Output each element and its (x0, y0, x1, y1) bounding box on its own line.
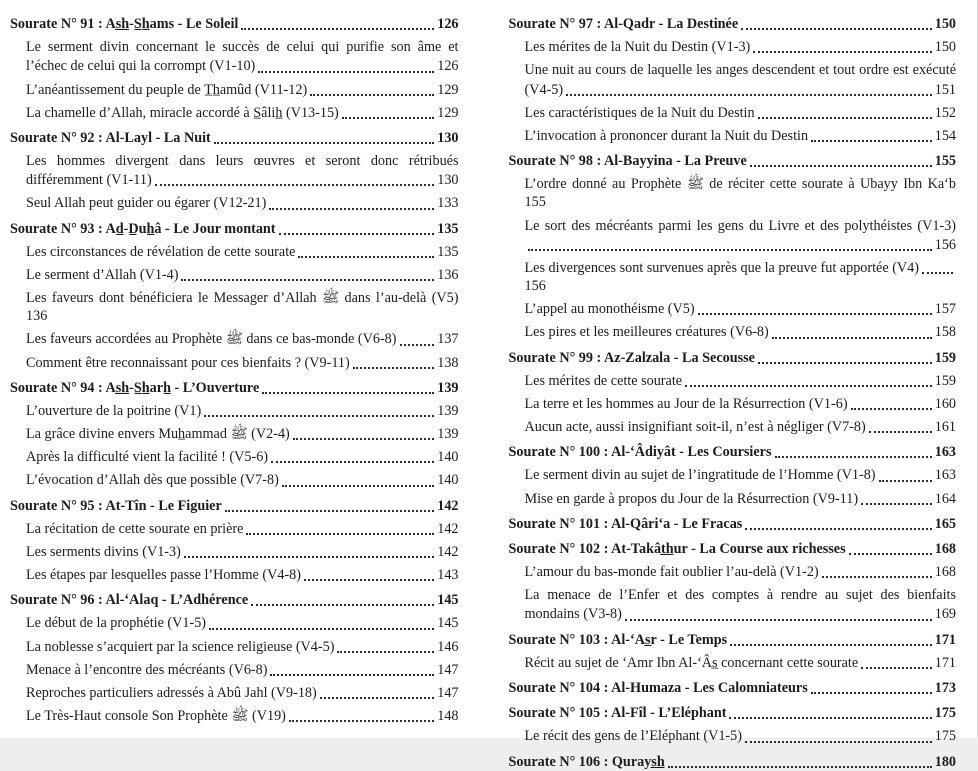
page-number: 157 (934, 301, 956, 318)
toc-entry-text: Menace à l’encontre des mécréants (V6-8) (26, 661, 268, 678)
toc-entry (26, 614, 459, 632)
dot-leader (400, 344, 435, 346)
toc-entry-text: Reproches particuliers adressés à Abû Jahl (V9-18) (26, 684, 317, 701)
toc-entry (26, 425, 459, 443)
page-number: 163 (934, 467, 956, 484)
toc-entry-text: l’échec de celui qui la corrompt (V1-10) (26, 58, 256, 75)
dot-leader (811, 140, 932, 142)
page-number: 136 (437, 266, 459, 283)
toc-entry-text: Les faveurs dont bénéficiera le Messager d’Allah ﷺ dans l’au-delà (V5) (26, 290, 459, 307)
toc-entry-text: mondains (V3-8) (524, 606, 622, 623)
page-number: 161 (934, 419, 956, 436)
page-number: 169 (934, 606, 956, 623)
toc-entry-text: L’anéantissement du peuple de T̲h̲amûd (V11-12) (26, 81, 308, 98)
dot-leader (861, 503, 932, 505)
page-number: 156 (524, 278, 546, 295)
dot-leader (289, 720, 434, 722)
toc-entry-text: Les caractéristiques de la Nuit du Destin (524, 104, 755, 121)
dot-leader (861, 667, 932, 669)
toc-entry (26, 707, 459, 725)
sourate-heading (509, 631, 957, 649)
dot-leader (922, 272, 953, 274)
sourate-title: Sourate N° 106 : Qurays̲h̲ (508, 753, 665, 770)
toc-entry-text: Aucun acte, aussi insignifiant soit-il, n’est à négliger (V7-8) (524, 419, 866, 436)
page-number: 140 (437, 472, 459, 489)
page-number: 150 (934, 39, 956, 56)
dot-leader (625, 619, 932, 621)
page-number: 156 (934, 236, 956, 253)
page-number: 175 (934, 728, 956, 745)
page-number: 130 (437, 172, 459, 189)
page-number: 133 (437, 195, 459, 212)
dot-leader (758, 117, 932, 119)
toc-entry-text: Les pires et les meilleures créatures (V6-8) (524, 324, 769, 341)
toc-entry (525, 236, 957, 254)
sourate-title: Sourate N° 98 : Al-Bayyina - La Preuve (508, 153, 747, 170)
dot-leader (729, 717, 931, 719)
page-number: 168 (934, 564, 956, 581)
toc-entry (525, 490, 957, 508)
page-number: 135 (437, 220, 459, 237)
toc-entry (525, 300, 957, 318)
toc-entry (525, 605, 957, 623)
dot-leader (772, 337, 932, 339)
toc-entry (525, 372, 957, 390)
dot-leader (342, 117, 434, 119)
toc-entry (525, 563, 957, 581)
dot-leader (822, 576, 932, 578)
toc-entry-text: L’appel au monothéisme (V5) (524, 301, 695, 318)
dot-leader (879, 480, 932, 482)
dot-leader (246, 533, 434, 535)
sourate-title: Sourate N° 92 : Al-Layl - La Nuit (10, 129, 211, 146)
toc-entry (26, 104, 459, 122)
page-number: 158 (934, 324, 956, 341)
toc-entry-text: Le début de la prophétie (V1-5) (26, 615, 207, 632)
sourate-heading (10, 497, 459, 515)
toc-entry (26, 684, 459, 702)
dot-leader (685, 385, 932, 387)
toc-entry-text: Les serments divins (V1-3) (26, 543, 181, 560)
dot-leader (849, 553, 932, 555)
toc-entry (525, 175, 957, 211)
dot-leader (209, 628, 434, 630)
toc-entry (525, 654, 957, 672)
page-number: 159 (934, 372, 956, 389)
dot-leader (271, 461, 434, 463)
sourate-heading (509, 704, 957, 722)
page-number: 142 (437, 543, 459, 560)
page-number: 148 (437, 708, 459, 725)
toc-entry-text: Les faveurs accordées au Prophète ﷺ dans ce bas-monde (V6-8) (26, 331, 397, 348)
sourate-title: Sourate N° 95 : At-Tîn - Le Figuier (10, 497, 222, 514)
dot-leader (262, 392, 434, 394)
dot-leader (293, 438, 434, 440)
toc-entry-text: L’ouverture de la poitrine (V1) (26, 402, 202, 419)
dot-leader (279, 233, 435, 235)
sourate-heading (509, 515, 957, 533)
toc-entry-first-line: Le serment divin concernant le succès de celui qui purifie son âme et (26, 39, 459, 56)
dot-leader (741, 28, 932, 30)
dot-leader (298, 256, 434, 258)
dot-leader (184, 556, 434, 558)
toc-entry (525, 395, 957, 413)
toc-entry-text: Le serment divin au sujet de l’ingratitude de l’Homme (V1-8) (524, 467, 876, 484)
sourate-heading (509, 679, 957, 697)
page-number: 135 (437, 243, 459, 260)
toc-entry-text: Les étapes par lesquelles passe l’Homme (V4-8) (26, 567, 301, 584)
sourate-heading (10, 129, 459, 147)
sourate-heading (10, 15, 459, 33)
sourate-title: Sourate N° 101 : Al-Qâri‘a - Le Fracas (508, 515, 743, 532)
toc-column-left (0, 0, 489, 738)
toc-entry (26, 471, 459, 489)
toc-entry (525, 466, 957, 484)
toc-entry-text: L’amour du bas-monde fait oublier l’au-delà (V1-2) (524, 564, 819, 581)
page-number: 180 (934, 753, 956, 770)
toc-entry-text: Après la difficulté vient la facilité ! (V5-6) (26, 449, 269, 466)
page-number: 139 (437, 402, 459, 419)
toc-entry-text: L’évocation d’Allah dès que possible (V7-8) (26, 472, 279, 489)
toc-entry (26, 194, 459, 212)
toc-entry-first-line: Le sort des mécréants parmi les gens du Livre et des polythéistes (V1-3) (524, 217, 956, 234)
sourate-title: Sourate N° 94 : As̲h̲-S̲h̲arh̲ - L’Ouverture (10, 379, 260, 396)
page-number: 126 (437, 16, 459, 32)
toc-entry (26, 57, 459, 75)
dot-leader (811, 692, 932, 694)
sourate-heading (509, 349, 957, 367)
dot-leader (320, 697, 434, 699)
toc-entry-text: Le récit des gens de l’Eléphant (V1-5) (524, 728, 742, 745)
toc-entry (525, 418, 957, 436)
dot-leader (282, 485, 434, 487)
toc-column-right (489, 0, 978, 770)
toc-entry-first-line: Une nuit au cours de laquelle les anges descendent et tout ordre est exécuté (524, 62, 956, 79)
toc-entry-text: La terre et les hommes au Jour de la Résurrection (V1-6) (524, 395, 848, 412)
toc-entry (26, 520, 459, 538)
sourate-title: Sourate N° 103 : Al-‘As̲r - Le Temps (508, 631, 728, 648)
page-number: 130 (437, 129, 459, 146)
sourate-title: Sourate N° 93 : Ad̲-D̲uh̲â - Le Jour montant (10, 220, 276, 237)
toc-entry (26, 402, 459, 420)
dot-leader (668, 766, 932, 768)
sourate-heading (509, 443, 957, 461)
dot-leader (258, 71, 434, 73)
dot-leader (241, 28, 434, 30)
toc-entry (26, 638, 459, 656)
sourate-heading (509, 152, 957, 170)
dot-leader (304, 579, 434, 581)
sourate-heading (10, 591, 459, 609)
page-number: 164 (934, 490, 956, 507)
sourate-title: Sourate N° 105 : Al-Fîl - L’Eléphant (508, 705, 727, 722)
toc-entry (525, 323, 957, 341)
toc-entry-text: La chamelle d’Allah, miracle accordé à S̲âlih̲ (V13-15) (26, 104, 339, 121)
page-number: 155 (524, 194, 546, 211)
sourate-title: Sourate N° 102 : At-Takât̲h̲ur - La Course aux richesses (508, 540, 846, 557)
page-number: 139 (437, 379, 459, 396)
page-number: 159 (934, 349, 956, 366)
page-number: 129 (437, 81, 459, 98)
dot-leader (353, 367, 435, 369)
sourate-heading (509, 753, 957, 771)
dot-leader (851, 408, 932, 410)
toc-entry-text: L’invocation à prononcer durant la Nuit du Destin (524, 127, 809, 144)
page-number: 142 (437, 520, 459, 537)
page-number: 142 (437, 497, 459, 514)
toc-entry (525, 259, 957, 295)
sourate-title: Sourate N° 96 : Al-‘Alaq - L’Adhérence (10, 592, 249, 609)
dot-leader (753, 51, 931, 53)
page-number: 168 (934, 540, 956, 557)
page-number: 152 (934, 104, 956, 121)
page-number: 147 (437, 684, 459, 701)
toc-entry-text: (V4-5) (524, 81, 564, 98)
sourate-heading (509, 15, 957, 33)
toc-entry-text: différemment (V1-11) (26, 172, 152, 189)
dot-leader (528, 249, 932, 251)
dot-leader (775, 456, 932, 458)
toc-entry-text: L’ordre donné au Prophète ﷺ de réciter cette sourate à Ubayy Ibn Ka‘b (524, 176, 956, 193)
toc-entry (525, 104, 957, 122)
page-number: 126 (437, 58, 459, 75)
toc-entry (525, 81, 957, 99)
page-number: 163 (934, 444, 956, 461)
sourate-heading (10, 220, 459, 238)
toc-entry-text: Comment être reconnaissant pour ces bienfaits ? (V9-11) (26, 354, 350, 371)
toc-entry-text: Le Très-Haut console Son Prophète ﷺ (V19) (26, 708, 286, 725)
page-number: 136 (26, 308, 48, 325)
sourate-heading (10, 379, 459, 397)
toc-entry (525, 127, 957, 145)
dot-leader (337, 651, 434, 653)
dot-leader (745, 741, 932, 743)
toc-entry-text: Le serment d’Allah (V1-4) (26, 266, 179, 283)
dot-leader (310, 94, 434, 96)
dot-leader (214, 142, 434, 144)
toc-entry (26, 243, 459, 261)
toc-entry (26, 354, 459, 372)
page-number: 138 (437, 354, 459, 371)
sourate-title: Sourate N° 91 : As̲h̲-S̲h̲ams - Le Soleil (10, 16, 239, 32)
page-number: 155 (934, 153, 956, 170)
dot-leader (204, 415, 434, 417)
sourate-title: Sourate N° 100 : Al-‘Âdiyât - Les Coursiers (508, 444, 772, 461)
page-number: 147 (437, 661, 459, 678)
dot-leader (869, 431, 932, 433)
toc-entry (26, 266, 459, 284)
toc-entry (26, 566, 459, 584)
toc-entry-text: Seul Allah peut guider ou égarer (V12-21) (26, 195, 267, 212)
page-number: 150 (934, 16, 956, 32)
page-number: 145 (437, 592, 459, 609)
page-number: 151 (934, 81, 956, 98)
page-number: 140 (437, 449, 459, 466)
page-number: 171 (934, 654, 956, 671)
toc-entry-text: Les mérites de cette sourate (524, 372, 683, 389)
sourate-title: Sourate N° 97 : Al-Qadr - La Destinée (508, 16, 739, 32)
page-number: 160 (934, 395, 956, 412)
page-number: 165 (934, 515, 956, 532)
toc-entry-text: Récit au sujet de ‘Amr Ibn Al-‘Âs̲ concernant cette sourate (524, 654, 859, 671)
toc-entry-text: Les mérites de la Nuit du Destin (V1-3) (524, 39, 751, 56)
dot-leader (698, 313, 932, 315)
toc-entry-text: Les divergences sont survenues après que la preuve fut apportée (V4) (524, 259, 919, 276)
page-number: 171 (934, 631, 956, 648)
dot-leader (745, 528, 931, 530)
toc-entry-text: La récitation de cette sourate en prière (26, 520, 244, 537)
sourate-title: Sourate N° 99 : Az-Zalzala - La Secousse (508, 349, 755, 366)
dot-leader (730, 644, 932, 646)
page-number: 139 (437, 426, 459, 443)
toc-entry (26, 330, 459, 348)
dot-leader (181, 279, 434, 281)
page-number: 146 (437, 638, 459, 655)
toc-entry-text: Mise en garde à propos du Jour de la Résurrection (V9-11) (524, 490, 859, 507)
dot-leader (225, 510, 434, 512)
dot-leader (758, 362, 932, 364)
toc-entry (26, 661, 459, 679)
toc-entry (26, 543, 459, 561)
toc-entry (26, 81, 459, 99)
page-number: 129 (437, 104, 459, 121)
dot-leader (251, 604, 434, 606)
toc-entry-text: Les circonstances de révélation de cette sourate (26, 243, 296, 260)
toc-entry-first-line: Les hommes divergent dans leurs œuvres et seront donc rétribués (26, 153, 459, 170)
page-number: 173 (934, 679, 956, 696)
page-number: 175 (934, 705, 956, 722)
toc-entry (26, 289, 459, 325)
page-number: 137 (437, 331, 459, 348)
page-number: 145 (437, 615, 459, 632)
sourate-heading (509, 540, 957, 558)
toc-entry-text: La noblesse s’acquiert par la science religieuse (V4-5) (26, 638, 335, 655)
dot-leader (750, 165, 932, 167)
dot-leader (270, 674, 434, 676)
page-number: 143 (437, 567, 459, 584)
sourate-title: Sourate N° 104 : Al-Humaza - Les Calomniateurs (508, 679, 808, 696)
dot-leader (155, 184, 435, 186)
toc-entry-first-line: La menace de l’Enfer et des comptes à rendre au sujet des bienfaits (524, 587, 956, 604)
toc-entry-text: La grâce divine envers Muh̲ammad ﷺ (V2-4) (26, 426, 290, 443)
toc-entry (26, 171, 459, 189)
toc-entry (525, 38, 957, 56)
dot-leader (269, 208, 434, 210)
toc-entry (525, 727, 957, 745)
toc-entry (26, 448, 459, 466)
page-number: 154 (934, 127, 956, 144)
dot-leader (566, 94, 932, 96)
